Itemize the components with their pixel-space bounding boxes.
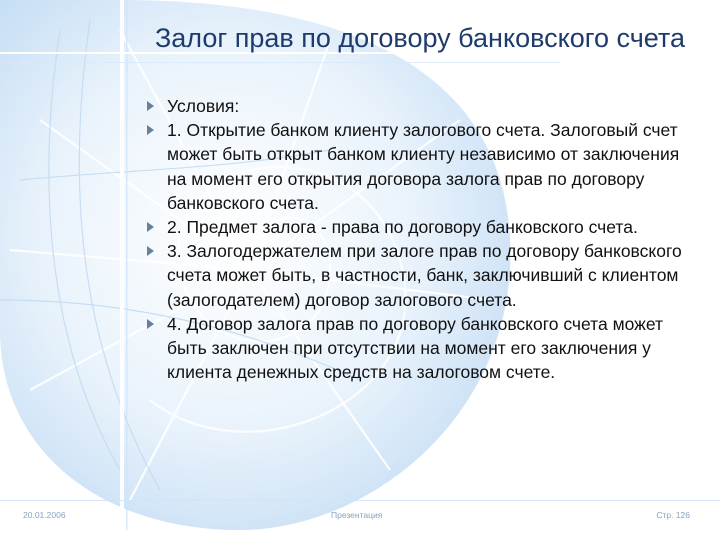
bullet-text: 2. Предмет залога - права по договору банковского счета. — [167, 217, 638, 238]
bullet-text: 4. Договор залога прав по договору банковского счета может быть заключен при отсутствии на момент его заключения у клиента денежных средств на залоговом счете. — [167, 313, 664, 383]
triangle-right-icon — [144, 318, 156, 330]
triangle-right-icon — [144, 100, 156, 112]
footer-presentation-name: Презентация — [331, 510, 383, 520]
triangle-right-icon — [144, 221, 156, 233]
bullet-item — [142, 312, 682, 385]
bullet-text: 1. Открытие банком клиенту залогового счета. Залоговый счет может быть открыт банком клиенту независимо от заключения на момент его открытия договора залога прав по договору банковского счета. — [167, 120, 680, 213]
bullet-item — [142, 118, 682, 215]
footer-page-number: Стр. 126 — [656, 510, 690, 520]
slide-title: Залог прав по договору банковского счета — [154, 23, 685, 53]
triangle-right-icon — [144, 245, 156, 257]
bullet-text: 3. Залогодержателем при залоге прав по договору банковского счета может быть, в частности, банк, заключивший с клиентом (залогодателем) договор залогового счета. — [167, 241, 682, 310]
bullet-item — [142, 215, 682, 239]
bullet-item — [142, 239, 682, 312]
bullet-list — [142, 94, 682, 384]
triangle-right-icon — [144, 124, 156, 136]
bullet-text: Условия: — [167, 96, 240, 116]
footer-date: 20.01.2006 — [23, 510, 66, 520]
bullet-item — [142, 94, 682, 118]
